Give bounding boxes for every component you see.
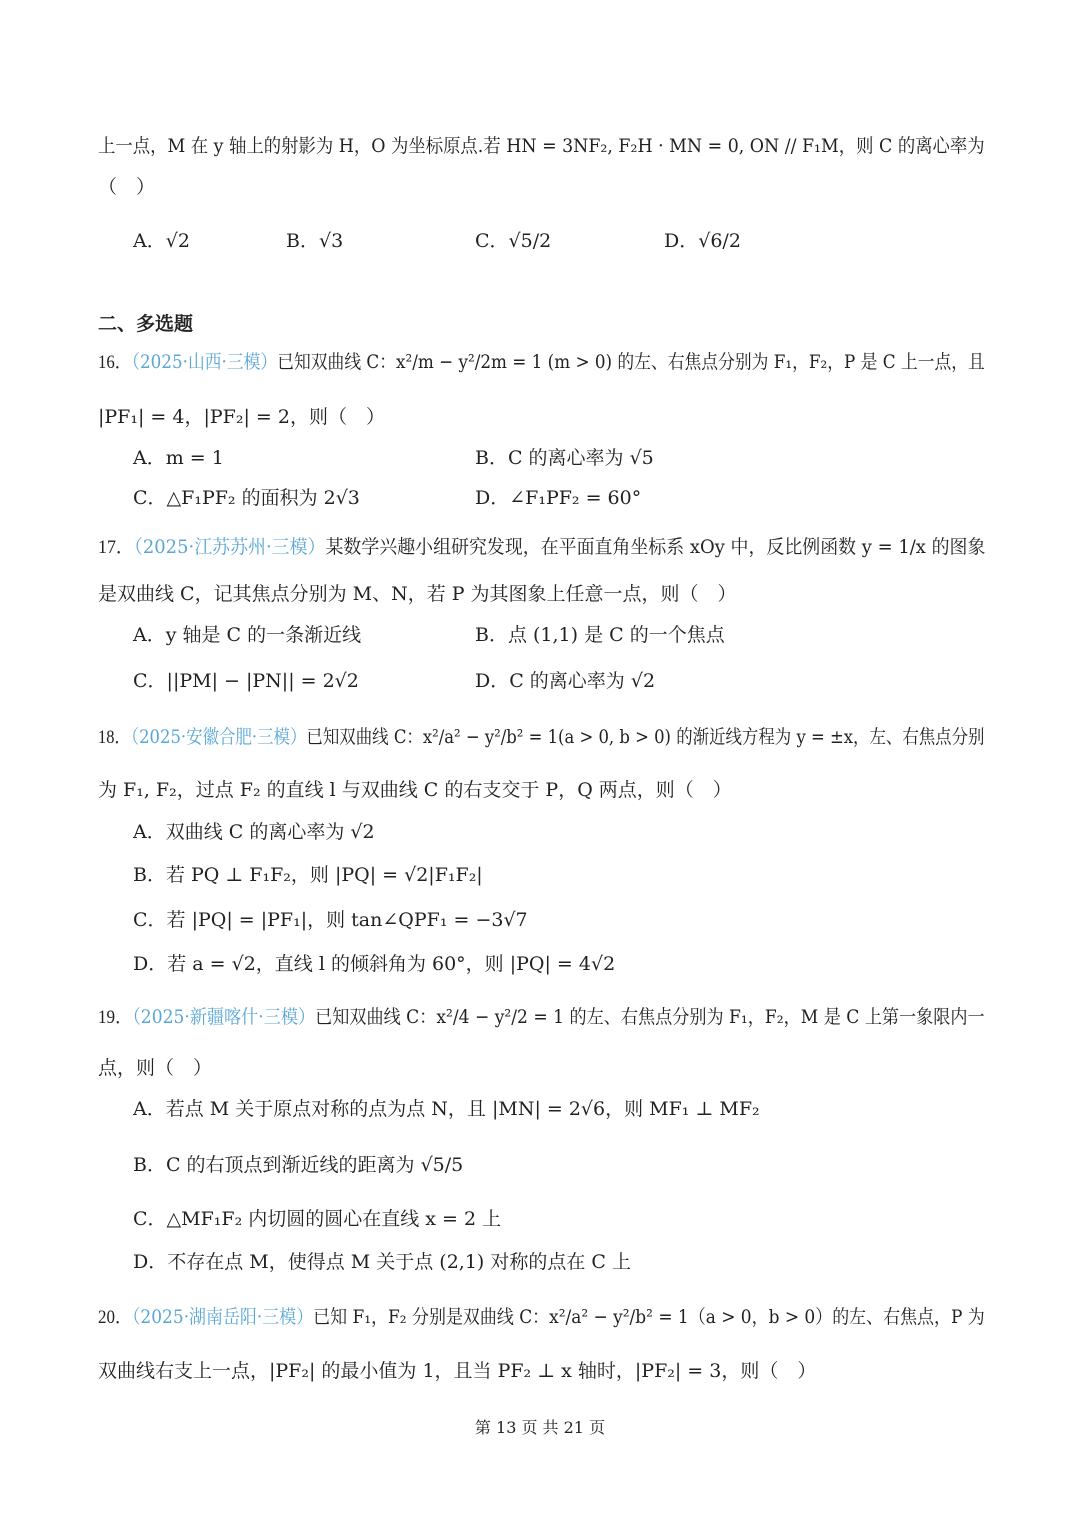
- q16-stem: 已知双曲线 C：x²/m − y²/2m = 1 (m > 0) 的左、右焦点分别为 F₁，F₂，P 是 C 上一点，且: [277, 351, 985, 373]
- q17-option-c: C．||PM| − |PN|| = 2√2: [133, 670, 359, 692]
- q19-option-c: C．△MF₁F₂ 内切圆的圆心在直线 x = 2 上: [133, 1208, 502, 1230]
- q16-number: 16．: [98, 352, 132, 373]
- q16-line1: [98, 347, 985, 378]
- q17-line2: 是双曲线 C，记其焦点分别为 M、N，若 P 为其图象上任意一点，则（ ）: [98, 583, 737, 605]
- q20-stem: 已知 F₁，F₂ 分别是双曲线 C：x²/a² − y²/b² = 1（a > 0，b > 0）的左、右焦点，P 为: [313, 1306, 985, 1328]
- q16-option-c: C．△F₁PF₂ 的面积为 2√3: [133, 487, 360, 509]
- q18-stem: 已知双曲线 C：x²/a² − y²/b² = 1(a > 0, b > 0) 的渐近线方程为 y = ±x，左、右焦点分别: [306, 726, 985, 748]
- q18-option-b: B．若 PQ ⊥ F₁F₂，则 |PQ| = √2|F₁F₂|: [133, 864, 483, 886]
- q18-number: 18．: [98, 727, 131, 748]
- q19-option-d: D．不存在点 M，使得点 M 关于点 (2,1) 对称的点在 C 上: [133, 1251, 631, 1273]
- page-footer: 第 13 页 共 21 页: [474, 1418, 606, 1437]
- q20-line2: 双曲线右支上一点，|PF₂| 的最小值为 1，且当 PF₂ ⊥ x 轴时，|PF₂| = 3，则（ ）: [98, 1360, 817, 1382]
- q19-stem: 已知双曲线 C：x²/4 − y²/2 = 1 的左、右焦点分别为 F₁，F₂，M 是 C 上第一象限内一: [315, 1006, 985, 1028]
- q20-source-tag: （2025·湖南岳阳·三模）: [131, 1306, 314, 1328]
- q18-option-a: A．双曲线 C 的离心率为 √2: [133, 821, 375, 843]
- q18-option-c: C．若 |PQ| = |PF₁|，则 tan∠QPF₁ = −3√7: [133, 909, 528, 931]
- q16-source-tag: （2025·山西·三模）: [131, 351, 278, 373]
- q18-option-d: D．若 a = √2，直线 l 的倾斜角为 60°，则 |PQ| = 4√2: [133, 953, 616, 975]
- q15-option-c: C．√5/2: [475, 230, 552, 252]
- q17-source-tag: （2025·江苏苏州·三模）: [133, 536, 326, 558]
- q20-number: 20．: [98, 1307, 132, 1328]
- q16-option-a: A．m = 1: [133, 447, 224, 469]
- q19-option-b: B．C 的右顶点到渐近线的距离为 √5/5: [133, 1154, 464, 1176]
- q15-option-d: D．√6/2: [664, 230, 741, 252]
- q17-option-a: A．y 轴是 C 的一条渐近线: [133, 624, 362, 646]
- q17-option-b: B．点 (1,1) 是 C 的一个焦点: [475, 624, 725, 646]
- q17-line1: [98, 532, 985, 563]
- q18-source-tag: （2025·安徽合肥·三模）: [130, 726, 307, 748]
- q15-line1: 上一点，M 在 y 轴上的射影为 H，O 为坐标原点.若 HN = 3NF₂, F₂H · MN = 0, ON // F₁M，则 C 的离心率为: [98, 135, 985, 157]
- q19-number: 19．: [98, 1007, 133, 1028]
- q15-line2: （ ）: [98, 176, 156, 198]
- q19-source-tag: （2025·新疆喀什·三模）: [132, 1006, 316, 1028]
- section-title: 二、多选题: [98, 313, 194, 335]
- q17-option-d: D．C 的离心率为 √2: [475, 670, 656, 692]
- q18-line1: [98, 722, 984, 753]
- q16-line2: |PF₁| = 4，|PF₂| = 2，则（ ）: [98, 406, 385, 428]
- q15-option-b: B．√3: [286, 230, 344, 252]
- q19-line1: [98, 1002, 985, 1033]
- q17-stem: 某数学兴趣小组研究发现，在平面直角坐标系 xOy 中，反比例函数 y = 1/x 的图象: [325, 536, 986, 558]
- q16-option-b: B．C 的离心率为 √5: [475, 447, 654, 469]
- q19-line2: 点，则（ ）: [98, 1057, 213, 1079]
- q19-option-a: A．若点 M 关于原点对称的点为点 N，且 |MN| = 2√6，则 MF₁ ⊥ MF₂: [133, 1098, 760, 1120]
- q17-number: 17．: [98, 537, 134, 558]
- q16-option-d: D．∠F₁PF₂ = 60°: [475, 487, 642, 509]
- q15-option-a: A．√2: [133, 230, 190, 252]
- q20-line1: [98, 1302, 985, 1333]
- q18-line2: 为 F₁, F₂，过点 F₂ 的直线 l 与双曲线 C 的右支交于 P，Q 两点，则（ ）: [98, 779, 732, 801]
